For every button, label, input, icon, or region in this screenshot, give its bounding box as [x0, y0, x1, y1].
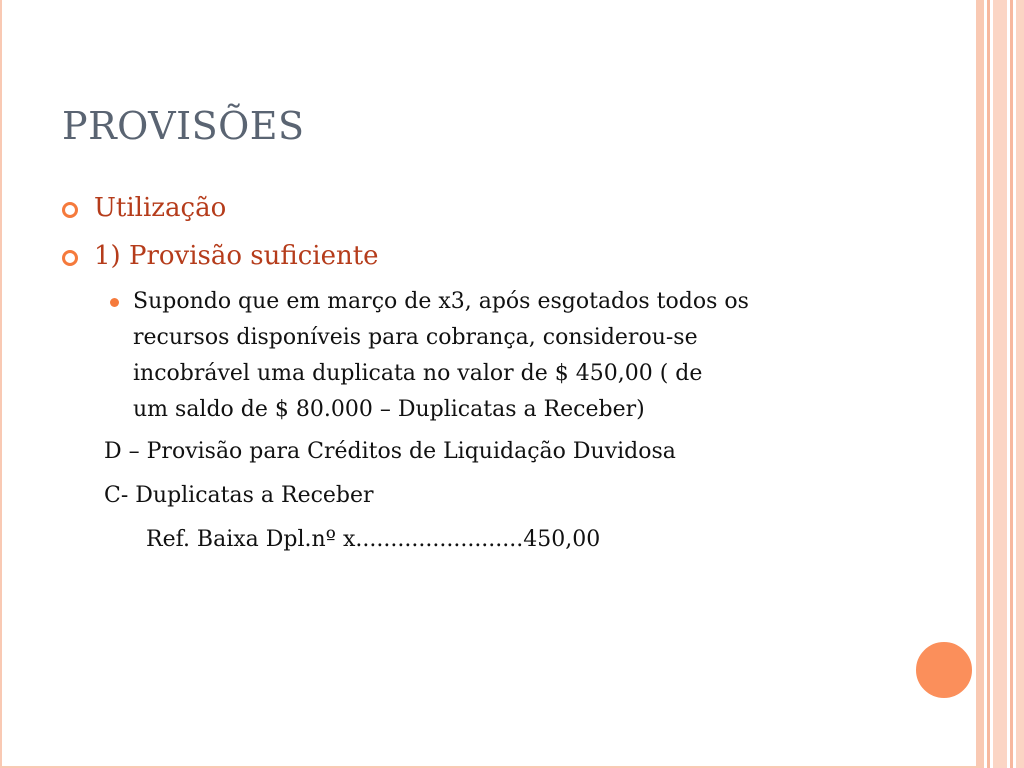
- bullet-label: 1) Provisão suficiente: [94, 241, 379, 271]
- decorative-stripe: [987, 0, 990, 768]
- journal-entry-debit: D – Provisão para Créditos de Liquidação Duvidosa: [104, 439, 676, 464]
- paragraph-line: um saldo de $ 80.000 – Duplicatas a Receber): [133, 397, 645, 422]
- journal-entry-credit: C- Duplicatas a Receber: [104, 483, 374, 508]
- slide-title: PROVISÕES: [62, 104, 305, 148]
- left-border-line: [0, 0, 2, 768]
- ring-bullet-icon: [62, 202, 78, 218]
- decorative-stripe: [993, 0, 1007, 768]
- ring-bullet-icon: [62, 250, 78, 266]
- journal-entry-reference: Ref. Baixa Dpl.nº x........................450,00: [146, 527, 601, 552]
- decorative-stripe: [976, 0, 984, 768]
- decorative-stripe: [1010, 0, 1013, 768]
- paragraph-line: recursos disponíveis para cobrança, considerou-se: [133, 325, 698, 350]
- decorative-circle: [913, 639, 975, 701]
- sub-bullet-paragraph: [133, 284, 893, 428]
- dot-bullet-icon: [110, 298, 119, 307]
- paragraph-line: Supondo que em março de x3, após esgotados todos os: [133, 289, 749, 314]
- paragraph-line: incobrável uma duplicata no valor de $ 450,00 ( de: [133, 361, 703, 386]
- bullet-label: Utilização: [94, 193, 227, 223]
- decorative-stripe: [1016, 0, 1024, 768]
